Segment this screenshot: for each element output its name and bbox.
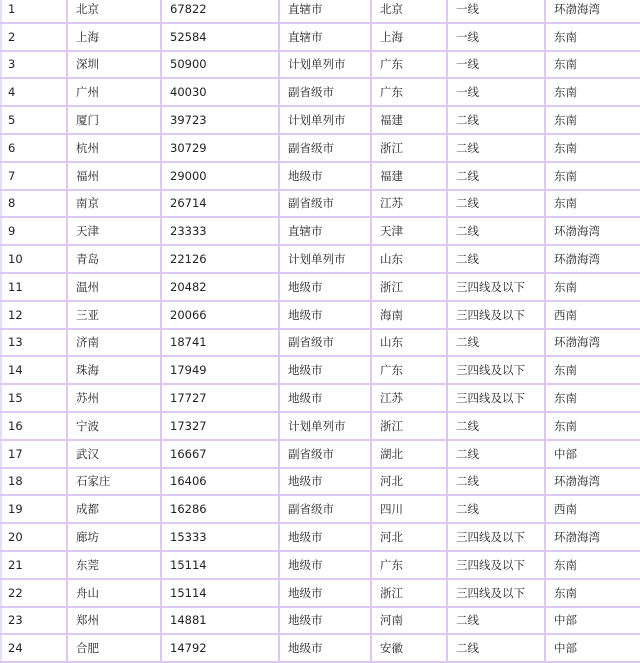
rank-cell: 11 [1,273,67,301]
value-cell: 17327 [161,412,279,440]
region-cell: 环渤海湾 [545,217,640,245]
table-row [1,134,640,162]
tier-cell: 二线 [447,134,545,162]
admin-level-cell: 直辖市 [279,0,371,23]
city-cell: 北京 [67,0,161,23]
value-cell: 22126 [161,245,279,273]
region-cell: 东南 [545,162,640,190]
province-cell: 浙江 [371,134,447,162]
province-cell: 河南 [371,607,447,635]
city-cell: 廊坊 [67,523,161,551]
rank-cell: 21 [1,551,67,579]
region-cell: 中部 [545,440,640,468]
province-cell: 河北 [371,468,447,496]
table-row [1,162,640,190]
city-cell: 三亚 [67,301,161,329]
table-row [1,523,640,551]
admin-level-cell: 计划单列市 [279,51,371,79]
rank-cell: 5 [1,106,67,134]
tier-cell: 二线 [447,329,545,357]
value-cell: 20482 [161,273,279,301]
rank-cell: 1 [1,0,67,23]
table-row [1,356,640,384]
region-cell: 东南 [545,190,640,218]
table-row [1,579,640,607]
value-cell: 17949 [161,356,279,384]
value-cell: 16286 [161,495,279,523]
city-cell: 舟山 [67,579,161,607]
tier-cell: 二线 [447,217,545,245]
rank-cell: 9 [1,217,67,245]
table-row [1,273,640,301]
region-cell: 环渤海湾 [545,0,640,23]
province-cell: 福建 [371,106,447,134]
rank-cell: 14 [1,356,67,384]
rank-cell: 22 [1,579,67,607]
tier-cell: 二线 [447,634,545,662]
rank-cell: 23 [1,607,67,635]
table-row [1,607,640,635]
region-cell: 东南 [545,78,640,106]
tier-cell: 二线 [447,468,545,496]
city-cell: 青岛 [67,245,161,273]
province-cell: 海南 [371,301,447,329]
rank-cell: 8 [1,190,67,218]
value-cell: 26714 [161,190,279,218]
admin-level-cell: 地级市 [279,551,371,579]
table-row [1,412,640,440]
rank-cell: 3 [1,51,67,79]
region-cell: 东南 [545,106,640,134]
tier-cell: 三四线及以下 [447,356,545,384]
province-cell: 上海 [371,23,447,51]
table-row [1,245,640,273]
rank-cell: 13 [1,329,67,357]
rank-cell: 6 [1,134,67,162]
city-cell: 上海 [67,23,161,51]
rank-cell: 24 [1,634,67,662]
table-row [1,78,640,106]
value-cell: 30729 [161,134,279,162]
admin-level-cell: 副省级市 [279,134,371,162]
province-cell: 山东 [371,245,447,273]
city-cell: 深圳 [67,51,161,79]
province-cell: 四川 [371,495,447,523]
value-cell: 23333 [161,217,279,245]
table-row [1,384,640,412]
region-cell: 西南 [545,495,640,523]
admin-level-cell: 直辖市 [279,217,371,245]
region-cell: 东南 [545,551,640,579]
rank-cell: 17 [1,440,67,468]
tier-cell: 一线 [447,51,545,79]
tier-cell: 二线 [447,162,545,190]
province-cell: 安徽 [371,634,447,662]
city-cell: 东莞 [67,551,161,579]
region-cell: 东南 [545,23,640,51]
province-cell: 湖北 [371,440,447,468]
value-cell: 39723 [161,106,279,134]
value-cell: 15114 [161,579,279,607]
rank-cell: 16 [1,412,67,440]
tier-cell: 二线 [447,440,545,468]
city-cell: 温州 [67,273,161,301]
admin-level-cell: 副省级市 [279,190,371,218]
province-cell: 天津 [371,217,447,245]
city-cell: 厦门 [67,106,161,134]
tier-cell: 三四线及以下 [447,384,545,412]
rank-cell: 15 [1,384,67,412]
admin-level-cell: 地级市 [279,384,371,412]
admin-level-cell: 计划单列市 [279,245,371,273]
value-cell: 29000 [161,162,279,190]
value-cell: 14792 [161,634,279,662]
tier-cell: 二线 [447,607,545,635]
table-row [1,23,640,51]
region-cell: 东南 [545,134,640,162]
table-row [1,329,640,357]
admin-level-cell: 计划单列市 [279,412,371,440]
rank-cell: 12 [1,301,67,329]
city-cell: 天津 [67,217,161,245]
admin-level-cell: 地级市 [279,634,371,662]
tier-cell: 一线 [447,0,545,23]
admin-level-cell: 地级市 [279,162,371,190]
region-cell: 东南 [545,273,640,301]
province-cell: 广东 [371,551,447,579]
city-cell: 杭州 [67,134,161,162]
city-cell: 南京 [67,190,161,218]
city-cell: 济南 [67,329,161,357]
region-cell: 中部 [545,634,640,662]
admin-level-cell: 地级市 [279,468,371,496]
tier-cell: 二线 [447,412,545,440]
table-body [1,0,640,662]
province-cell: 福建 [371,162,447,190]
region-cell: 环渤海湾 [545,523,640,551]
rank-cell: 7 [1,162,67,190]
tier-cell: 一线 [447,78,545,106]
city-cell: 福州 [67,162,161,190]
province-cell: 浙江 [371,412,447,440]
admin-level-cell: 计划单列市 [279,106,371,134]
tier-cell: 二线 [447,106,545,134]
tier-cell: 三四线及以下 [447,301,545,329]
admin-level-cell: 副省级市 [279,329,371,357]
table-row [1,217,640,245]
table-row [1,301,640,329]
value-cell: 16667 [161,440,279,468]
region-cell: 东南 [545,356,640,384]
table-row [1,440,640,468]
province-cell: 江苏 [371,384,447,412]
admin-level-cell: 副省级市 [279,495,371,523]
city-cell: 合肥 [67,634,161,662]
city-cell: 宁波 [67,412,161,440]
value-cell: 67822 [161,0,279,23]
table-row [1,468,640,496]
tier-cell: 三四线及以下 [447,273,545,301]
value-cell: 52584 [161,23,279,51]
region-cell: 东南 [545,579,640,607]
region-cell: 环渤海湾 [545,245,640,273]
region-cell: 环渤海湾 [545,329,640,357]
rank-cell: 20 [1,523,67,551]
tier-cell: 二线 [447,495,545,523]
city-cell: 苏州 [67,384,161,412]
value-cell: 16406 [161,468,279,496]
table-row [1,51,640,79]
value-cell: 20066 [161,301,279,329]
province-cell: 山东 [371,329,447,357]
table-row [1,495,640,523]
value-cell: 15333 [161,523,279,551]
city-cell: 成都 [67,495,161,523]
tier-cell: 三四线及以下 [447,579,545,607]
province-cell: 广东 [371,78,447,106]
admin-level-cell: 地级市 [279,523,371,551]
region-cell: 东南 [545,51,640,79]
admin-level-cell: 地级市 [279,356,371,384]
table-row [1,106,640,134]
tier-cell: 二线 [447,245,545,273]
rank-cell: 2 [1,23,67,51]
province-cell: 广东 [371,356,447,384]
region-cell: 环渤海湾 [545,468,640,496]
region-cell: 东南 [545,412,640,440]
table-row [1,634,640,662]
rank-cell: 10 [1,245,67,273]
admin-level-cell: 地级市 [279,579,371,607]
province-cell: 北京 [371,0,447,23]
admin-level-cell: 直辖市 [279,23,371,51]
region-cell: 中部 [545,607,640,635]
city-cell: 石家庄 [67,468,161,496]
region-cell: 东南 [545,384,640,412]
admin-level-cell: 地级市 [279,607,371,635]
value-cell: 17727 [161,384,279,412]
rank-cell: 4 [1,78,67,106]
rank-cell: 19 [1,495,67,523]
region-cell: 西南 [545,301,640,329]
city-cell: 武汉 [67,440,161,468]
value-cell: 15114 [161,551,279,579]
value-cell: 14881 [161,607,279,635]
tier-cell: 三四线及以下 [447,551,545,579]
value-cell: 40030 [161,78,279,106]
city-cell: 广州 [67,78,161,106]
admin-level-cell: 副省级市 [279,78,371,106]
province-cell: 浙江 [371,579,447,607]
city-cell: 珠海 [67,356,161,384]
table-row [1,0,640,23]
admin-level-cell: 地级市 [279,273,371,301]
admin-level-cell: 副省级市 [279,440,371,468]
province-cell: 河北 [371,523,447,551]
tier-cell: 二线 [447,190,545,218]
tier-cell: 三四线及以下 [447,523,545,551]
province-cell: 江苏 [371,190,447,218]
value-cell: 50900 [161,51,279,79]
table-row [1,190,640,218]
city-cell: 郑州 [67,607,161,635]
province-cell: 广东 [371,51,447,79]
tier-cell: 一线 [447,23,545,51]
value-cell: 18741 [161,329,279,357]
province-cell: 浙江 [371,273,447,301]
table-row [1,551,640,579]
rank-cell: 18 [1,468,67,496]
admin-level-cell: 地级市 [279,301,371,329]
